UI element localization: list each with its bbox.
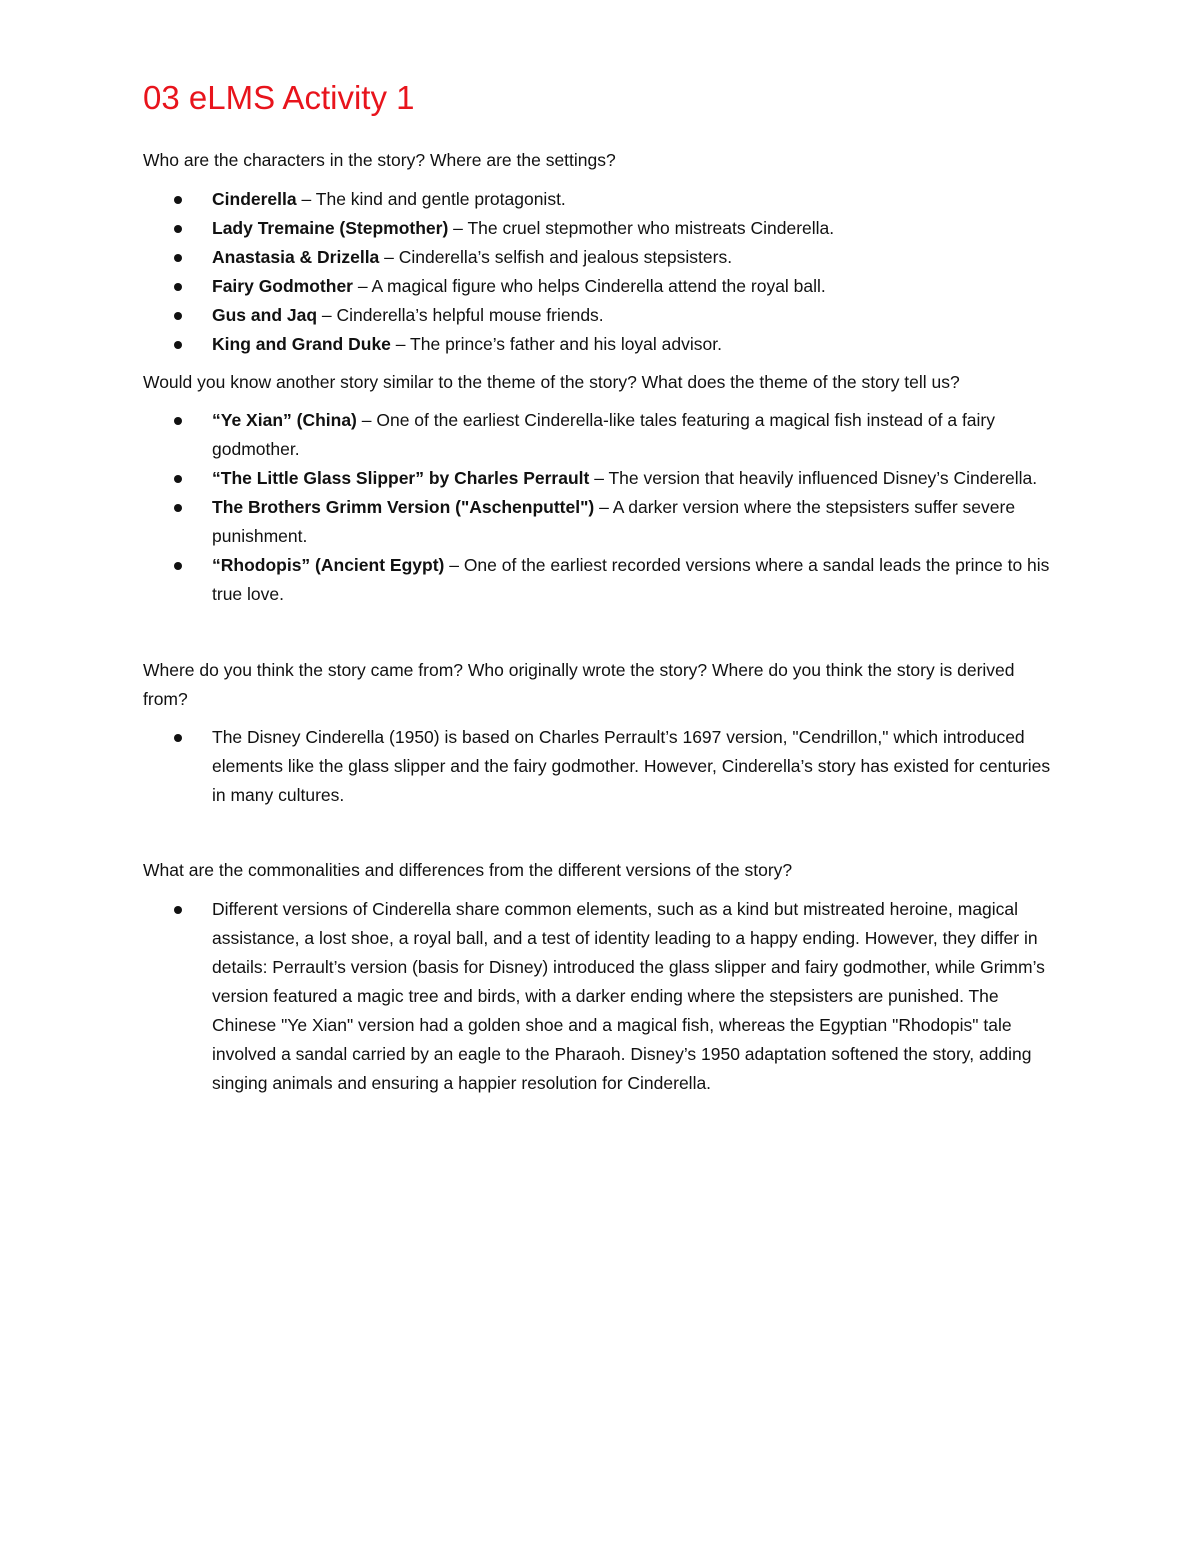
list-item: The Brothers Grimm Version ("Aschenputtel") – A darker version where the stepsisters suffer severe punishment.: [143, 493, 1063, 551]
document-title: 03 eLMS Activity 1: [143, 79, 415, 116]
bullet-icon: [174, 562, 182, 570]
bullet-icon: [174, 225, 182, 233]
list-item: King and Grand Duke – The prince’s father and his loyal advisor.: [143, 330, 1063, 359]
bullet-icon: [174, 254, 182, 262]
list-item: Lady Tremaine (Stepmother) – The cruel stepmother who mistreats Cinderella.: [143, 214, 1063, 243]
list-item: Gus and Jaq – Cinderella’s helpful mouse friends.: [143, 301, 1063, 330]
list-item: “Rhodopis” (Ancient Egypt) – One of the earliest recorded versions where a sandal leads the prince to his true love.: [143, 551, 1063, 609]
question-characters: Who are the characters in the story? Where are the settings?: [143, 150, 616, 170]
list-item: Cinderella – The kind and gentle protagonist.: [143, 185, 1063, 214]
bullet-icon: [174, 475, 182, 483]
origin-list: [143, 723, 1063, 810]
list-item: Fairy Godmother – A magical figure who helps Cinderella attend the royal ball.: [143, 272, 1063, 301]
document-body: [143, 76, 1063, 1098]
bullet-icon: [174, 341, 182, 349]
bullet-icon: [174, 734, 182, 742]
bullet-icon: [174, 906, 182, 914]
question-origin: Where do you think the story came from? Who originally wrote the story? Where do you think the story is derived from?: [143, 660, 1015, 709]
similar-stories-list: [143, 406, 1063, 609]
bullet-icon: [174, 417, 182, 425]
question-commonalities: What are the commonalities and differences from the different versions of the story?: [143, 860, 793, 880]
list-item: Anastasia & Drizella – Cinderella’s selfish and jealous stepsisters.: [143, 243, 1063, 272]
bullet-icon: [174, 312, 182, 320]
commonalities-list: [143, 895, 1063, 1098]
characters-list: [143, 185, 1063, 359]
bullet-icon: [174, 283, 182, 291]
list-item: The Disney Cinderella (1950) is based on Charles Perrault’s 1697 version, "Cendrillon," which introduced elements like the glass slipper and the fairy godmother. However, Cinderella’s story has existed for centuries in many cultures.: [143, 723, 1063, 810]
bullet-icon: [174, 504, 182, 512]
list-item: Different versions of Cinderella share common elements, such as a kind but mistreated heroine, magical assistance, a lost shoe, a royal ball, and a test of identity leading to a happy ending. However, they differ in details: Perrault’s version (basis for Disney) introduced the glass slipper and fairy godmother, while Grimm’s version featured a magic tree and birds, with a darker ending where the stepsisters are punished. The Chinese "Ye Xian" version had a golden shoe and a magical fish, whereas the Egyptian "Rhodopis" tale involved a sandal carried by an eagle to the Pharaoh. Disney’s 1950 adaptation softened the story, adding singing animals and ensuring a happier resolution for Cinderella.: [143, 895, 1063, 1098]
list-item: “Ye Xian” (China) – One of the earliest Cinderella-like tales featuring a magical fish instead of a fairy godmother.: [143, 406, 1063, 464]
bullet-icon: [174, 196, 182, 204]
question-similar-stories: Would you know another story similar to the theme of the story? What does the theme of the story tell us?: [143, 371, 960, 392]
list-item: “The Little Glass Slipper” by Charles Perrault – The version that heavily influenced Disney’s Cinderella.: [143, 464, 1063, 493]
